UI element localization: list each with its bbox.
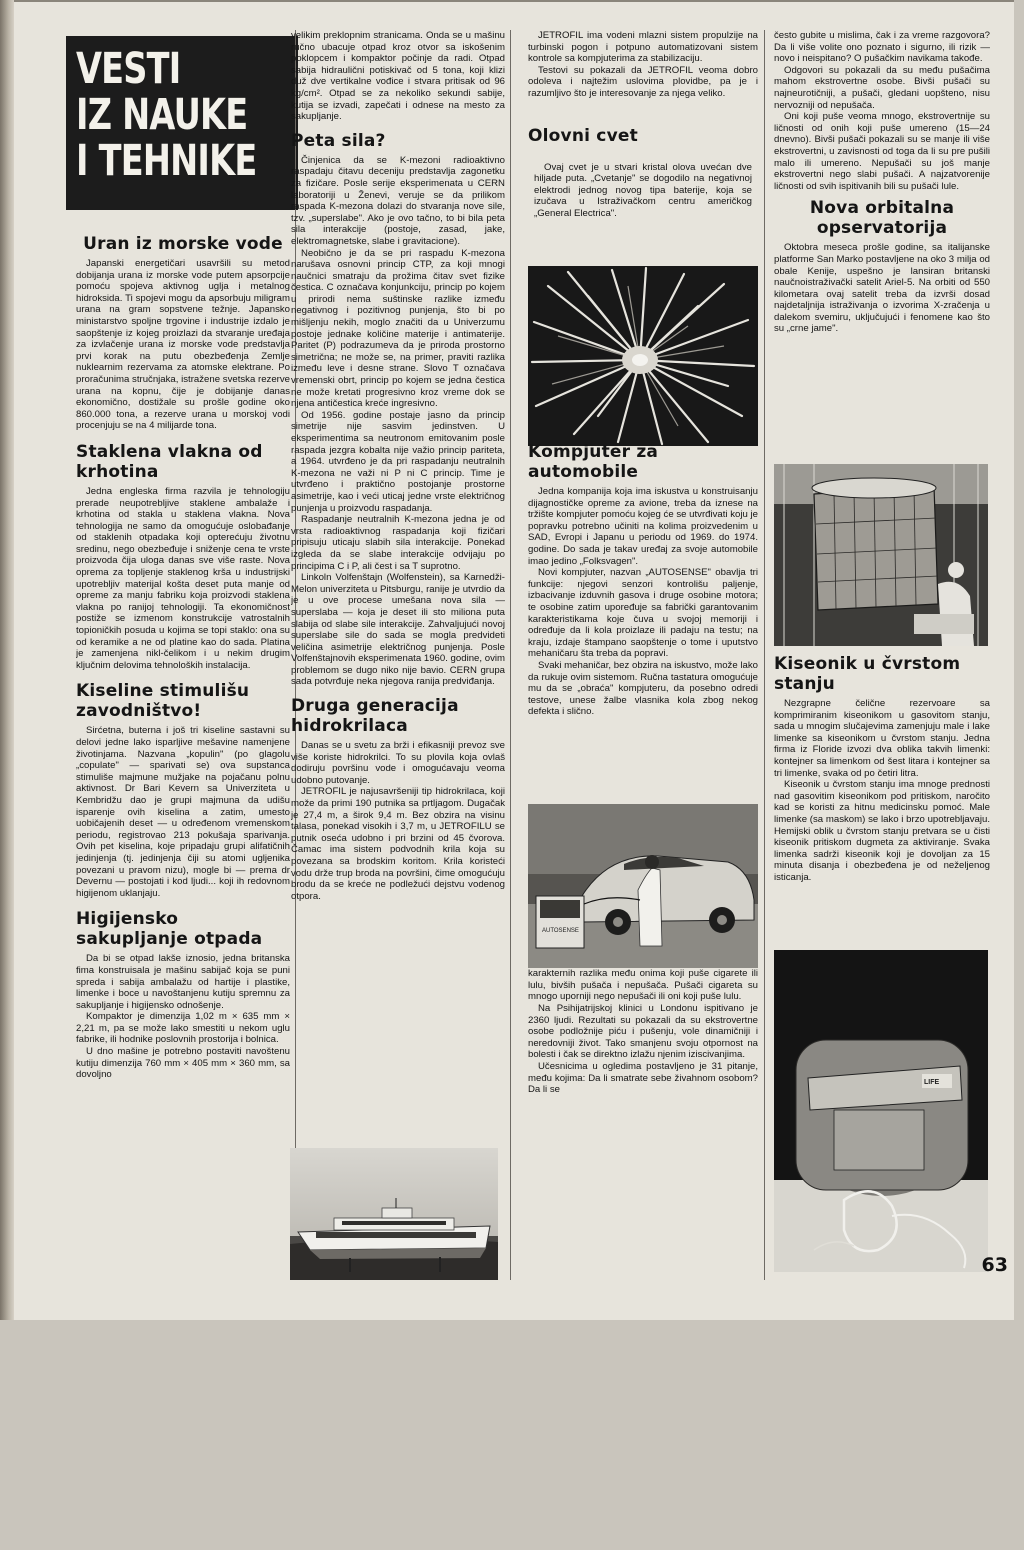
column-2 (291, 30, 505, 1075)
article-title-kiseline: Kiseline stimulišu zavodništvo! (76, 681, 250, 722)
article-text-kiseline: Sirćetna, buterna i još tri kiseline sastavni su delovi jedne lako isparljive mešavine namenjene životinjama. Nazvana „kopulin" (po glagolu „copulate" — sparivati se) ova supstanca stimuliše majmune mužjake na pojačanu polnu aktivnost. Dr Bari Kevern sa Univerziteta u Kembridžu dao je grupi majmuna da udišu isparenje ovih kiselina a zatim, umesto uobičajenih deset — u određenom vremenskom periodu, registrovao 213 pokušaja sparivanja. Ovih pet kiselina, koje pripadaju grupi alifatičnih jedinjenja (tj. jedinjenja čiji su atomi ugljenika povezani u pravom nizu), mogle bi — prema dr Devernu — postojati i kod ljudi... koji ih redovnom higijenom uklanjaju. (76, 725, 290, 899)
article-text-opservatorija: Oktobra meseca prošle godine, sa italijanske platforme San Marko postavljene na oko 3 milja od obale Kenije, uspešno je lansiran britanski naučnoistraživački satelit Ariel-5. Na orbiti od 550 kilometara ovaj satelit treba da izvrši dosad najdetaljnija istraživanja o izvorima X-zračenja u dalekom svemiru, uključujući i fenomene kao što su „crne jame". (774, 242, 990, 335)
jetrofil-paragraph-3: JETROFIL ima vodeni mlazni sistem propulzije na turbinski pogon i potpuno automatizovani sistem kontrole sa kompjuterima za stabilizaciju. (528, 30, 758, 65)
column-3-top (528, 30, 758, 280)
article-text-olovni-cvet: Ovaj cvet je u stvari kristal olova uvećan dve hiljade puta. „Cvetanje" se dogodilo na negativnoj elektrodi jednog novog tipa baterije, koja se izučava u Istraživačkom centru američkog „General Electrica". (534, 161, 752, 219)
article-title-otpad: Higijensko sakupljanje otpada (76, 909, 263, 950)
article-text-staklena: Jedna engleska firma razvila je tehnologiju prerade neupotrebljive staklene ambalaže i krhotina od stakla u staklena vlakna. Nova tehnologija ne samo da omogućuje oslobađanje od staklenih otpadaka koji opterećuju životnu sredinu, nego obezbeđuje i sniženje cena te vrste proizvoda čija uloga danas sve više raste. Nova oprema za topljenje staklenog krša u industrijski upotrebljiv materijal košta deset puta manje od opreme za manju fabriku koja proizvodi staklena vlakna po ranijoj tehnologiji. Ta ekonomičnost postiže se izmenom konstrukcije vatrostalnih topioničkih posuda u kojima se topi staklo: ona su od keramike a ne od platine kao do sada. Platina je zamenjena nikl-čelikom i u nekim drugim ključnim delovima tehnoloških instalacija. (76, 485, 290, 671)
article-title-staklena: Staklena vlakna od krhotina (76, 441, 263, 482)
pusenje-paragraph-2: Na Psihijatrijskoj klinici u Londonu ispitivano je 2360 ljudi. Rezultati su pokazali da su ekstrovertne osobe podložnije piću i pušenju, vole dinamičniji i neredovniji život. Tako smanjenu svoju otpornost na bolesti i čak se direktno izlažu njenim iziscivanjima. (528, 1003, 758, 1061)
binding-edge (0, 0, 14, 1320)
article-title-kompjuter: Kompjuter za automobile (528, 442, 659, 482)
article-text-otpad-continued: velikim preklopnim stranicama. Onda se u mašinu ručno ubacuje otpad kroz otvor sa iskošenim poklopcem i kompaktor počinje da radi. Otpad sabija hidraulični potiskivač od 5 tona, koji klizi duž dve vertikalne vođice i stvara pritisak od 96 kg/cm². Otpad se za nekoliko sekundi sabije, kutija se izvadi, zapečati i odnese na mesto za sakupljanje. (291, 30, 505, 123)
column-divider-2 (510, 30, 511, 1280)
column-divider-3 (764, 30, 765, 1280)
magazine-page (14, 0, 1014, 1320)
article-text-uran: Japanski energetičari usavršili su metod dobijanja urana iz morske vode putem apsorpcije pomoću spojeva aktivnog uglja i metalnog hidroksida. Ti spojevi mogu da apsorbuju miligram urana na gram sopstvene težnje. Japansko ministarstvo spoljne trgovine i industrije izdalo je saopštenje iz kojeg proizlazi da stvaranje uređaja za izvlačenje urana iz morske vode predstavlja prvi korak na putu obezbeđenja Zemlje nuklearnim rezervama za atomske elektrane. Po proračunima stručnjaka, istražene svetska rezerve urana na kopnu, čije je dobijanje danas ekonomično, dostižale su prošle godine oko 860.000 tona, a rezerve urana u morskoj vodi procenjuju se na 4 milijarde tona. (76, 258, 290, 432)
banner-line-2: IZ NAUKE (76, 90, 248, 140)
page-number: 63 (981, 1254, 1008, 1276)
lead-crystal-photo (528, 266, 758, 446)
peta-sila-paragraph-1: Činjenica da se K-mezoni radioaktivno raspadaju čitavu deceniju predstavlja zagonetku za fizičare. Posle serije eksperimenata u CERN laboratoriji u Ženevi, veruje se da prilikom raspada K-mezona dolazi do stvaranja nove sile, tzv. „superslabe". Ako je ovo tačno, to bi bila peta sila interakcije (postoje, zasad, jake, elektromagnetske, slabe i gravitacione). (291, 154, 505, 247)
device-label: LIFE (924, 1079, 940, 1086)
article-text-otpad-b: Kompaktor je dimenzija 1,02 m × 635 mm × 2,21 m, pa se može lako smestiti u nekom uglu fabrike, ili hodnike poslovnih prostorija i bolnica. (76, 1011, 290, 1046)
article-title-uran: Uran iz morske vode (83, 234, 283, 254)
article-title-hidrokrilci: Druga generacija hidrokrilaca (291, 696, 459, 737)
pusenje-continued-3: Oni koji puše veoma mnogo, ekstrovertnije su ličnosti od onih koji puše umereno (15—24 dnevno). Bivši pušači pokazali su se manje ili više ekstrovertni, u zavisnosti od toga da li su pre pušili malo ili umereno. Nepušači su još manje ekstrovertni nego slabi pušači. A najzatvorenije ličnosti od svih ispitivanih bili su pušači lule. (774, 111, 990, 192)
car-diagnostic-photo (528, 804, 758, 968)
banner-line-1: VESTI (76, 44, 181, 94)
satellite-photo (774, 464, 988, 646)
banner-line-3: I TEHNIKE (76, 136, 257, 186)
kiseonik-paragraph-1: Nezgrapne čelične rezervoare sa komprimiranim kiseonikom u gasovitom stanju, sada u mnogim slučajevima zamenjuju male i lake limenke sa kiseonikom u čvrstom stanju. Jedna firma iz Floride izvozi dva oblika takvih limenki: kontejner sa limenkom od šest litara i kontejner sa tri limenke, svaka od po četiri litra. (774, 698, 990, 779)
article-text-otpad-c: U dno mašine je potrebno postaviti navoštenu kutiju dimenzija 760 mm × 405 mm × 360 mm, sa dovoljno (76, 1046, 290, 1081)
hidrokrilci-paragraph-1: Danas se u svetu za brži i efikasniji prevoz sve više koriste hidrokrilci. To su plovila koja ovlaš dodiruju površinu vode i omogućavaju veoma udobno putovanje. (291, 740, 505, 786)
peta-sila-paragraph-5: Linkoln Volfenštajn (Wolfenstein), sa Karnedži-Melon univerziteta u Pitsburgu, ranije je utvrdio da je u ove procese umešana nova sila — superslaba — koja je deset ili sto miliona puta slabija od slabe sile interakcije. Zahvaljujući novoj superslabe sile do sada se mogla predvideti veličina asimetrije električnog punjenja. Posle Volfenštajnovih eksperimenata 1960. godine, ovim problemom se dugo niko nije bavio. CERN grupa sada potvrđuje neka njegova ranija predviđanja. (291, 572, 505, 688)
peta-sila-paragraph-2: Neobično je da se pri raspadu K-mezona narušava osnovni princip CTP, za koji mnogi naučnici smatraju da prožima čitav svet fizike čestica. C označava konjunkciju, princip po kojem u prirodi nema suštinske razlike između negativnog i pozitivnog punjenja, što bi po mišljenju nekih, moglo značiti da u Univerzumu postoje jednake količine materije i antimaterije. Paritet (P) podrazumeva da je priroda prostorno simetrična; ne može se, na primer, praviti razlika između leve i desne strane. Slovo T označava vremenski obrt, princip po kojem se jedna čestica ne može kretati progresivno kroz vreme dok se njena antičestica kreće ingresivno. (291, 247, 505, 410)
article-title-opservatorija: Nova orbitalna opservatorija (809, 198, 955, 239)
column-4-top (774, 30, 990, 460)
kompjuter-paragraph-2: Novi kompjuter, nazvan „AUTOSENSE" obavlja tri funkcije: njegovi senzori kontrolišu paljenje, izbacivanje izduvnih gasova i druge osobine motora; te osobine zatim upoređuje sa fabrički garantovanim karakteristikama koje čuva u svojoj memoriji i određuje da li kola proizlaze ili padaju na testu; na kraju, izdaje štampano saopštenje o tome i uputstvo mehaničaru šta treba da popravi. (528, 567, 758, 660)
oxygen-device-photo (774, 950, 988, 1272)
kompjuter-paragraph-1: Jedna kompanija koja ima iskustva u konstruisanju dijagnostičke opreme za avione, treba da iznese na tržište kompjuter pomoću kojeg će se utvrđivati koju je popravku potrebno učiniti na kolima proizvedenim u SAD, Evropi i Japanu u periodu od 1969. do 1974. godine. Do sada je takav uređaj za svoje automobile imao jedino „Folksvagen". (528, 486, 758, 567)
jetrofil-paragraph-4: Testovi su pokazali da JETROFIL veoma dobro odoleva i najtežim uslovima plovidbe, pa je i razumljivo što je interesovanje za njega veliko. (528, 64, 758, 99)
kiseonik-paragraph-2: Kiseonik u čvrstom stanju ima mnoge prednosti nad gasovitim kiseonikom pod pritiskom, naročito kad se koristi za hitnu medicinsku pomoć. Male limenke (sa maskom) se lako i brzo upotrebljavaju. Hemijski oblik u čvrstom stanju pretvara se u čisti kiseonik pritiskom dugmeta za aktiviranje. Svaka limenka sadrži kiseonik koji je dovoljan za 15 minuta disanja i obezbeđena je od neželjenog isticanja. (774, 779, 990, 883)
peta-sila-paragraph-3: Od 1956. godine postaje jasno da princip simetrije nije sasvim jedinstven. U eksperimentima sa neutronom emitovanim posle raspada jezgra kobalta nije važio princip pariteta, a 1964. utvrđeno je da pri raspadanju neutralnih K-mezona ne važi ni P ni C princip. Time je utvrđeno i praktično postojanje prostorne asimetrije, kao i veći uticaj jedne vrste električnog punjenja u proizvodu raspadanja. (291, 409, 505, 514)
article-title-kiseonik: Kiseonik u čvrstom stanju (774, 654, 961, 694)
kompjuter-paragraph-3: Svaki mehaničar, bez obzira na iskustvo, može lako da rukuje ovim sistemom. Ručna tastatura omogućuje mu da se „obraća" kompjuteru, da posebno odredi testove, unese žalbe vlasnika kola zbog nekog defekta i slično. (528, 659, 758, 718)
pusenje-paragraph-1: karakternih razlika među onima koji puše cigarete ili lulu, bivših pušača i nepušača. Pušači cigareta su mnogo uporniji nego nepušači ili oni koji puše lulu. (528, 968, 758, 1003)
peta-sila-paragraph-4: Raspadanje neutralnih K-mezona jedna je od vrsta radioaktivnog raspadanja koji fizičari pripisuju uticaju slabih sila interakcije. Ponekad izgleda da se slabe interakcije odvijaju po principima C i P, ali čest i sa T suprotno. (291, 514, 505, 572)
hydrofoil-photo (290, 1148, 498, 1280)
pusenje-continued-1: često gubite u mislima, čak i za vreme razgovora? Da li više volite ono poznato i sigurno, ili rizik — novo i neispitano? O pušačkim navikama takođe. (774, 30, 990, 65)
section-banner (66, 36, 298, 210)
column-4-bottom (774, 650, 990, 960)
article-title-olovni-cvet: Olovni cvet (528, 125, 638, 146)
hidrokrilci-paragraph-2: JETROFIL je najusavršeniji tip hidrokrilaca, koji može da primi 190 putnika sa prtljagom. Dugačak je 27,4 m, a širok 9,4 m. Bez obzira na visinu talasa, ponekad visokih i 3,7 m, u JETROFILU se putnik oseća udobno i pri brzini od 45 čvorova. Čamac ima sistem podvodnih krila koja su povezana sa brodskim koritom. Krila koristeći vodu drže trup broda na površini, čime omogućuju brodu da se kreće ne podležući dejstvu vodenog otpora. (291, 786, 505, 902)
car-photo-sign: AUTOSENSE (542, 928, 579, 934)
column-1 (76, 230, 290, 1550)
top-edge (14, 0, 1014, 2)
pusenje-continued-2: Odgovori su pokazali da su među pušačima mahom ekstrovertne osobe. Bivši pušači su najneurotičniji, a pušači, gledani uopšteno, nisu nervozniji od nepušača. (774, 64, 990, 111)
article-text-otpad-a: Da bi se otpad lakše iznosio, jedna britanska fima konstruisala je mašinu sabijač koja se puni spreda i sabija ambalažu od hartije i plastike, limenke i boce u navoštanjenu kutiju spremnu za sakupljanje i higijensko odnošenje. (76, 953, 290, 1011)
pusenje-paragraph-3: Učesnicima u ogledima postavljeno je 31 pitanje, među kojima: Da li smatrate sebe živahnom osobom? Da li se (528, 1061, 758, 1096)
article-title-peta-sila: Peta sila? (291, 130, 386, 151)
